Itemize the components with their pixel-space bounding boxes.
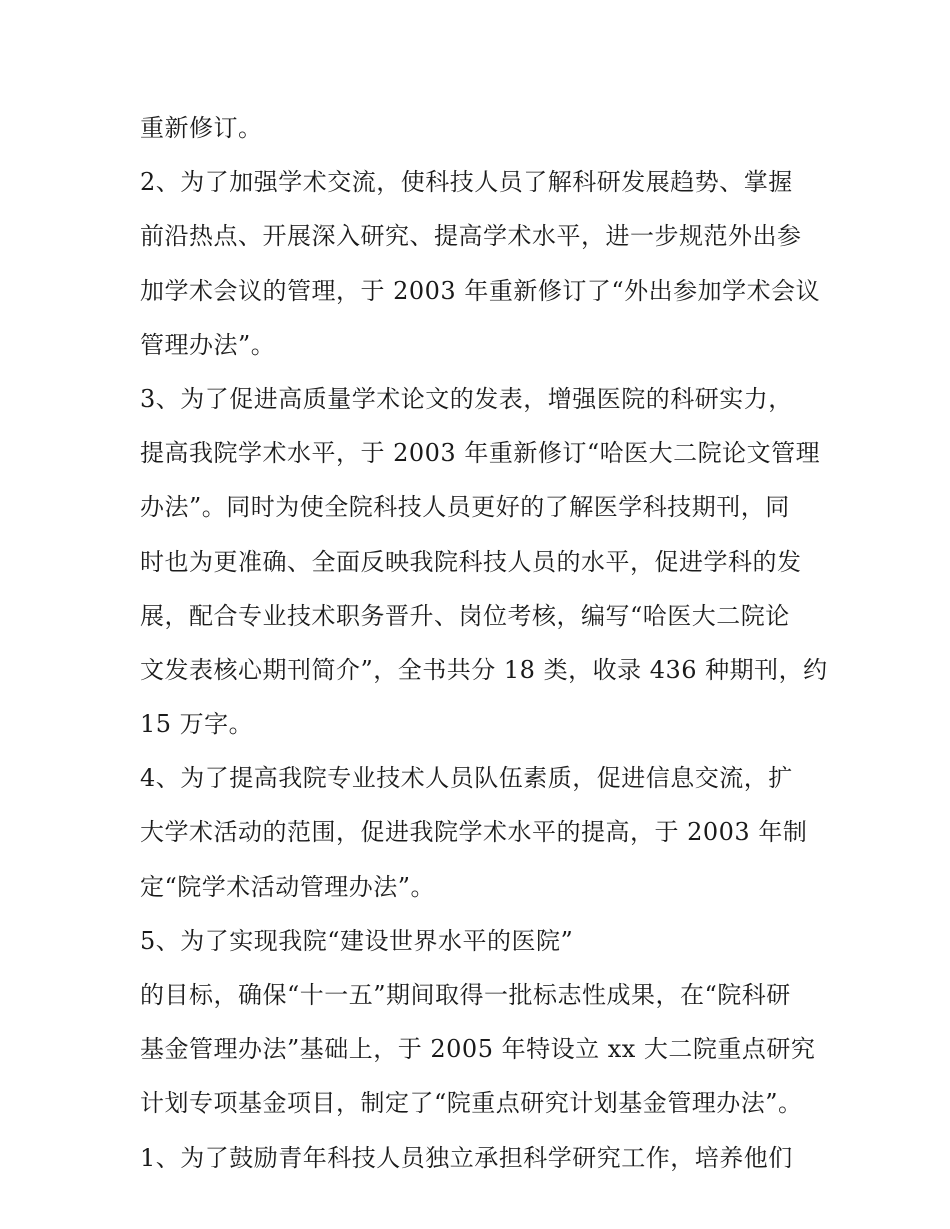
text-line: 时也为更准确、全面反映我院科技人员的水平，促进学科的发 bbox=[140, 547, 802, 576]
text-line: 基金管理办法”基础上，于 2005 年特设立 xx 大二院重点研究 bbox=[140, 1035, 816, 1064]
text-line: 前沿热点、开展深入研究、提高学术水平，进一步规范外出参 bbox=[140, 222, 802, 251]
text-line: 2、为了加强学术交流，使科技人员了解科研发展趋势、掌握 bbox=[140, 168, 793, 197]
document-body bbox=[140, 108, 828, 1192]
text-line: 展，配合专业技术职务晋升、岗位考核，编写“哈医大二院论 bbox=[140, 601, 790, 630]
text-line: 4、为了提高我院专业技术人员队伍素质，促进信息交流，扩 bbox=[140, 764, 793, 793]
text-line: 加学术会议的管理，于 2003 年重新修订了“外出参加学术会议 bbox=[140, 276, 821, 305]
text-line: 办法”。同时为使全院科技人员更好的了解医学科技期刊，同 bbox=[140, 493, 790, 522]
text-line: 的目标，确保“十一五”期间取得一批标志性成果，在“院科研 bbox=[140, 981, 791, 1009]
text-line: 管理办法”。 bbox=[140, 330, 276, 359]
text-line: 计划专项基金项目，制定了“院重点研究计划基金管理办法”。 bbox=[140, 1089, 803, 1118]
text-line: 15 万字。 bbox=[140, 710, 254, 739]
text-line: 提高我院学术水平，于 2003 年重新修订“哈医大二院论文管理 bbox=[140, 439, 821, 468]
text-line: 文发表核心期刊简介”，全书共分 18 类，收录 436 种期刊，约 bbox=[140, 655, 828, 684]
text-line: 大学术活动的范围，促进我院学术水平的提高，于 2003 年制 bbox=[140, 818, 808, 847]
text-line: 重新修订。 bbox=[140, 114, 263, 142]
text-line: 1、为了鼓励青年科技人员独立承担科学研究工作，培养他们 bbox=[140, 1143, 793, 1172]
text-line: 3、为了促进高质量学术论文的发表，增强医院的科研实力， bbox=[140, 384, 793, 413]
text-line: 5、为了实现我院“建设世界水平的医院” bbox=[140, 926, 574, 955]
text-line: 定“院学术活动管理办法”。 bbox=[140, 872, 436, 901]
